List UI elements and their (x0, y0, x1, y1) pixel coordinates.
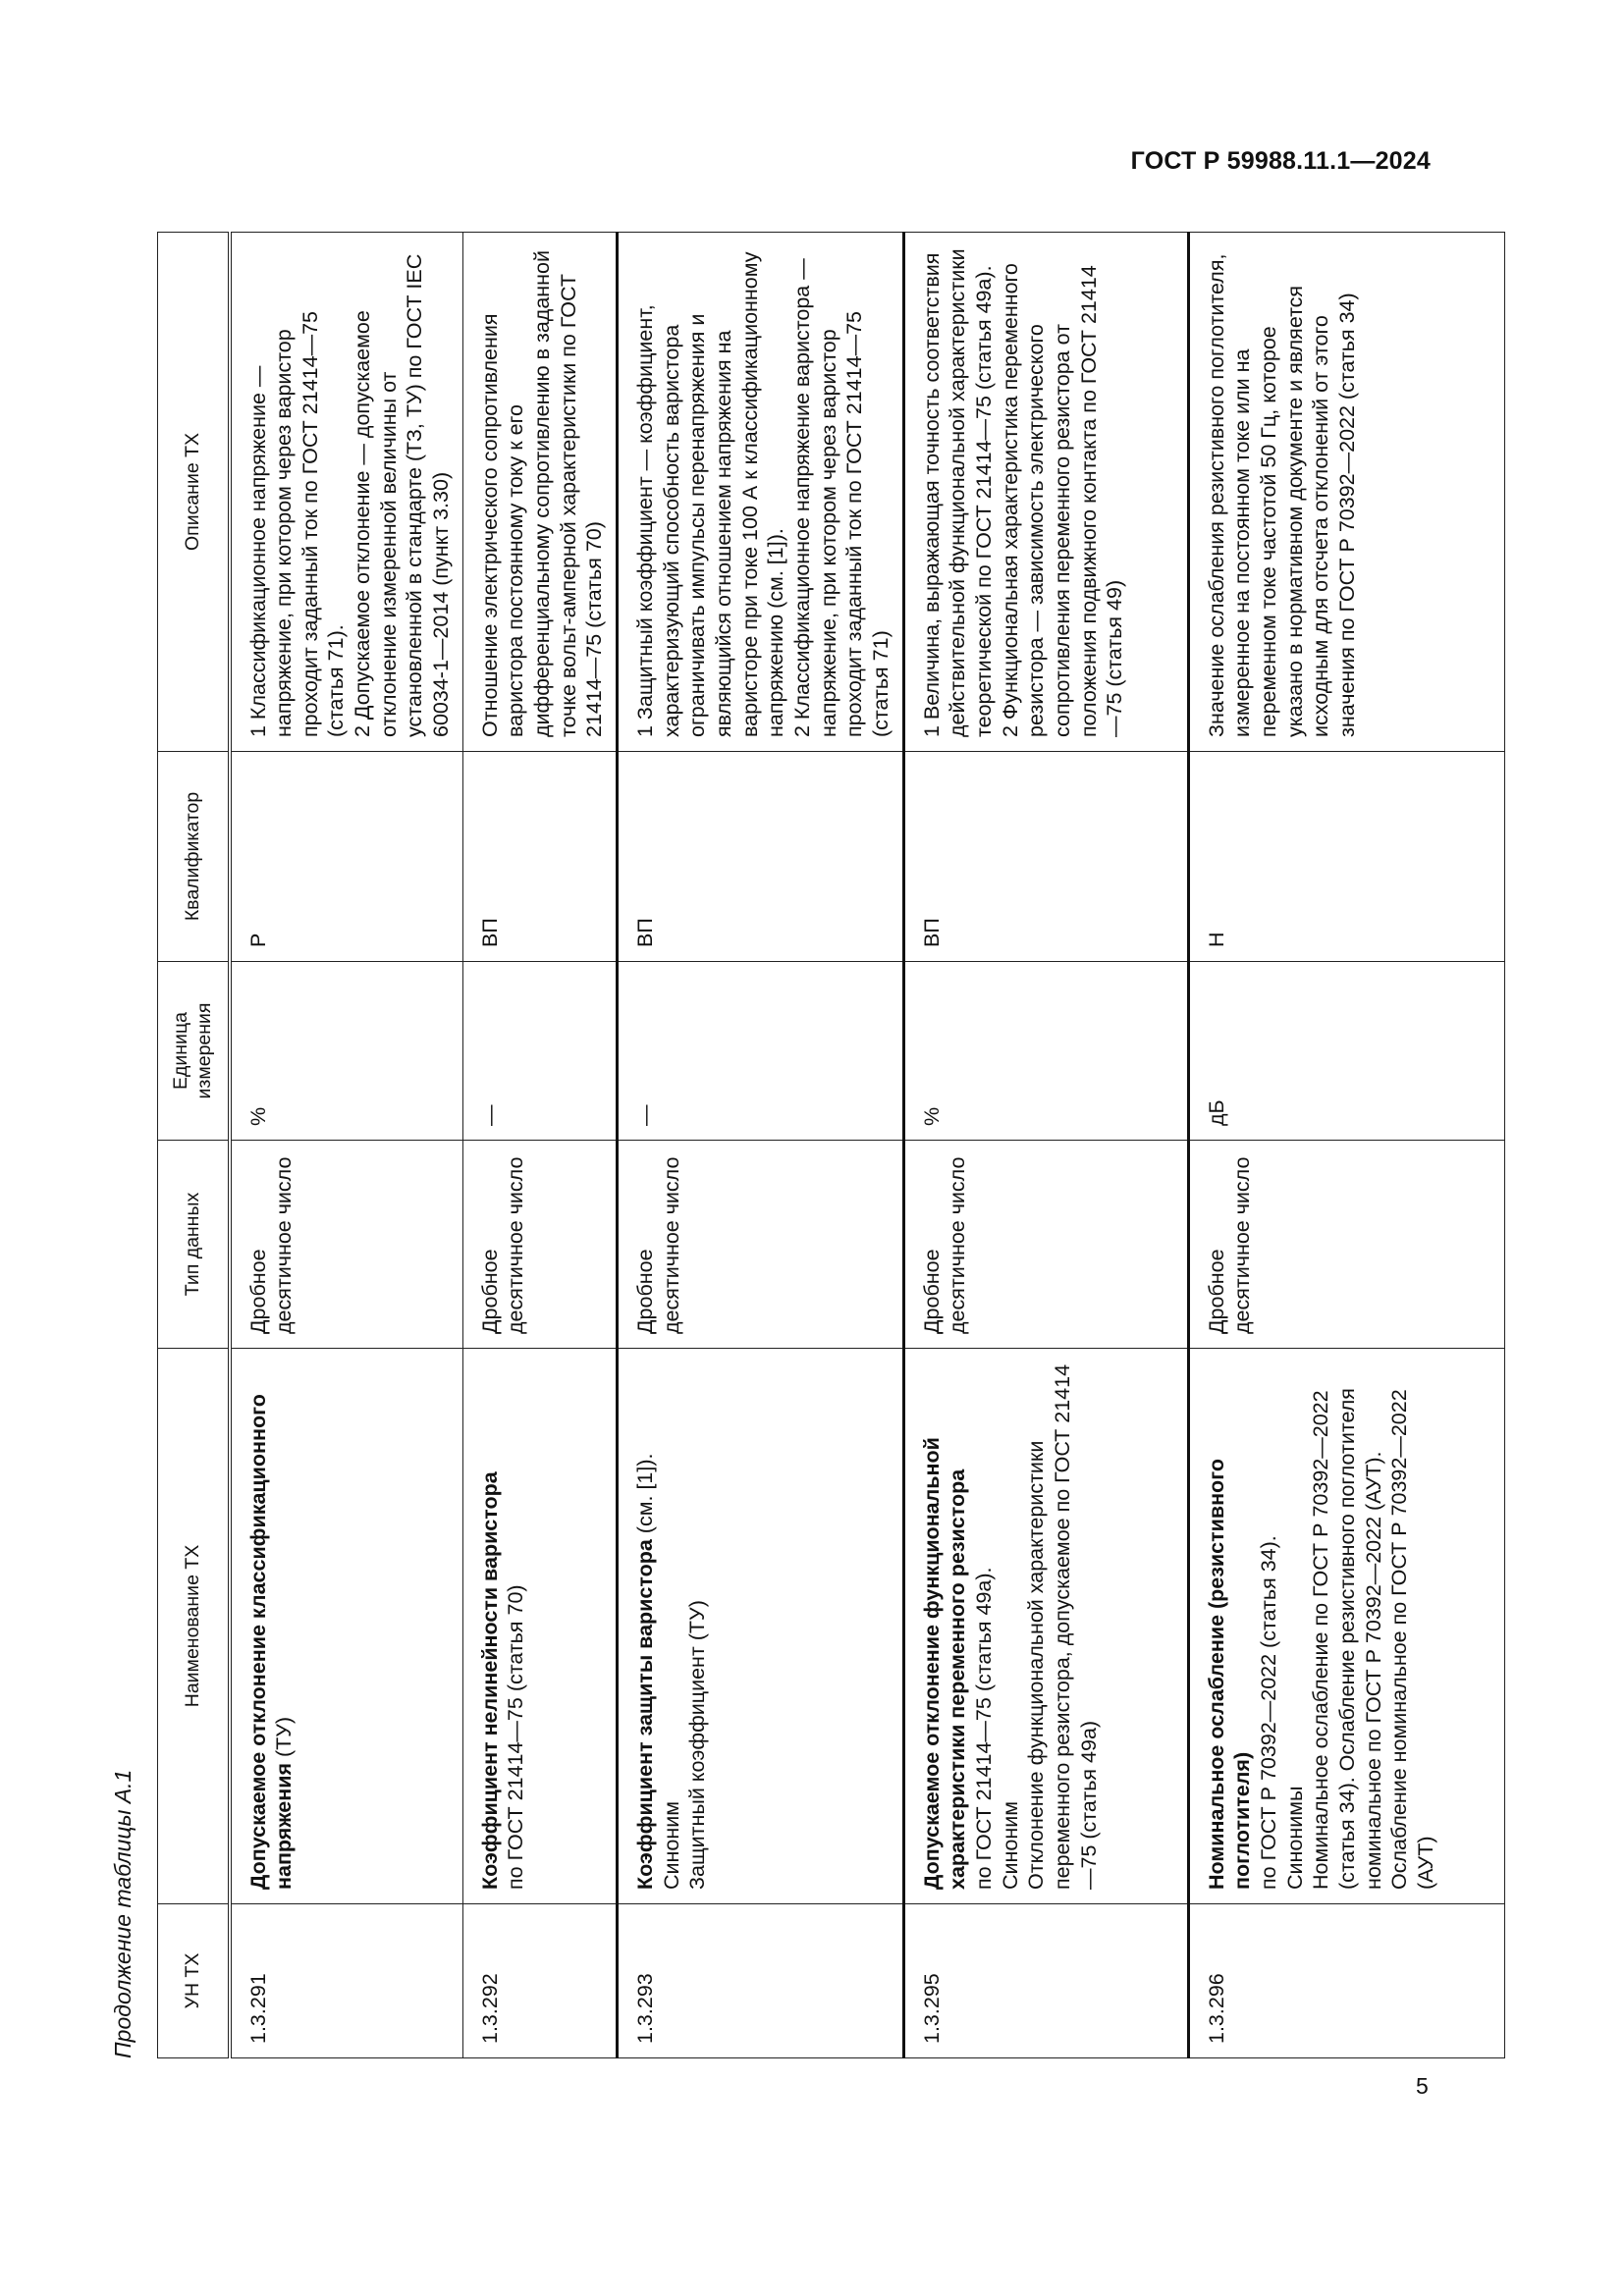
row-unit: дБ (1188, 962, 1504, 1141)
description-paragraph: Отношение электрического сопротивления варистора постоянному току к его дифференциальному сопротивлению в заданной точке вольт-амперной характеристики по ГОСТ 21414—75 (статья 70) (477, 249, 607, 737)
rotated-table-area (110, 134, 1538, 2058)
description-paragraph: 1 Классификационное напряжение — напряжение, при котором через варистор проходит заданный ток по ГОСТ 21414—75 (статья 71). (245, 311, 349, 737)
row-unit: — (462, 962, 617, 1141)
row-name-source: по ГОСТ 21414—75 (статья 49а). (971, 1567, 996, 1890)
row-datatype: Дробное десятичное число (230, 1141, 463, 1349)
row-code: 1.3.295 (903, 1904, 1188, 2058)
row-name-term: Допускаемое отклонение классификационного напряжения (245, 1394, 297, 1890)
table-row (230, 233, 463, 2058)
description-paragraph: 2 Функциональная характеристика переменного резистора — зависимость электрического сопротивления переменного резистора от положения подвижного контакта по ГОСТ 21414—75 (статья 49) (998, 263, 1127, 737)
row-name (230, 1349, 463, 1904)
row-synonym-label: Синоним (659, 1800, 683, 1890)
row-datatype: Дробное десятичное число (903, 1141, 1188, 1349)
col-header-unit: Единица измерения (158, 962, 230, 1141)
row-description (1188, 233, 1504, 752)
col-header-description: Описание ТХ (158, 233, 230, 752)
row-synonym: Номинальное ослабление по ГОСТ Р 70392—2022 (статья 34). Ослабление резистивного поглотителя номинальное по ГОСТ Р 70392—2022 (АУТ). Ослабление номинальное по ГОСТ Р 70392—2022 (АУТ) (1309, 1388, 1437, 1890)
characteristics-table (157, 232, 1505, 2058)
row-qualifier: ВП (462, 752, 617, 962)
row-datatype: Дробное десятичное число (462, 1141, 617, 1349)
table-row (618, 233, 904, 2058)
col-header-datatype: Тип данных (158, 1141, 230, 1349)
row-datatype: Дробное десятичное число (1188, 1141, 1504, 1349)
table-caption: Продолжение таблицы А.1 (110, 1769, 135, 2058)
row-unit: — (618, 962, 904, 1141)
row-name-source: по ГОСТ 21414—75 (статья 70) (504, 1584, 528, 1890)
row-synonym: Защитный коэффициент (ТУ) (685, 1600, 710, 1890)
table-row (903, 233, 1188, 2058)
row-unit: % (230, 962, 463, 1141)
row-name (903, 1349, 1188, 1904)
row-synonym: Отклонение функциональной характеристики переменного резистора, допускаемое по ГОСТ 21414—75 (статья 49а) (1024, 1363, 1101, 1890)
row-name-source: по ГОСТ Р 70392—2022 (статья 34). (1256, 1535, 1280, 1890)
row-synonym-label: Синоним (998, 1800, 1022, 1890)
row-name-term: Допускаемое отклонение функциональной характеристики переменного резистора (919, 1437, 970, 1890)
col-header-code: УН ТХ (158, 1904, 230, 2058)
row-name (1188, 1349, 1504, 1904)
table-header-row (158, 233, 230, 2058)
row-name-term: Номинальное ослабление (резистивного поглотителя) (1204, 1459, 1255, 1890)
row-code: 1.3.292 (462, 1904, 617, 2058)
description-paragraph: 2 Классификационное напряжение варистора — напряжение, при котором через варистор проходит заданный ток по ГОСТ 21414—75 (статья 71) (789, 258, 893, 737)
description-paragraph: 2 Допускаемое отклонение — допускаемое отклонение измеренной величины от установленной в стандарте (ТЗ, ТУ) по ГОСТ IEC 60034-1—2014 (пункт 3.30) (351, 253, 454, 737)
row-qualifier: ВП (618, 752, 904, 962)
row-name (462, 1349, 617, 1904)
page-number: 5 (1416, 2073, 1429, 2099)
row-name (618, 1349, 904, 1904)
row-code: 1.3.291 (230, 1904, 463, 2058)
row-name-term: Коэффициент защиты варистора (633, 1539, 658, 1890)
row-description (230, 233, 463, 752)
row-name-source: (ТУ) (272, 1716, 297, 1763)
table-row (1188, 233, 1504, 2058)
row-description (618, 233, 904, 752)
row-qualifier: Р (230, 752, 463, 962)
row-qualifier: Н (1188, 752, 1504, 962)
standard-header: ГОСТ Р 59988.11.1—2024 (1130, 147, 1431, 175)
col-header-name: Наименование ТХ (158, 1349, 230, 1904)
description-paragraph: 1 Защитный коэффициент — коэффициент, характеризующий способность варистора ограничивать импульсы перенапряжения и являющийся отношением напряжения на варисторе при токе 100 А к классификационному напряжению (см. [1]). (633, 251, 788, 737)
description-paragraph: Значение ослабления резистивного поглотителя, измеренное на постоянном токе или на переменном токе частотой 50 Гц, которое указано в нормативном документе и является исходным для отсчета отклонений от этого значения по ГОСТ Р 70392—2022 (статья 34) (1204, 253, 1359, 737)
row-description (462, 233, 617, 752)
row-name-term: Коэффициент нелинейности варистора (477, 1471, 502, 1890)
row-code: 1.3.296 (1188, 1904, 1504, 2058)
table-row (462, 233, 617, 2058)
row-qualifier: ВП (903, 752, 1188, 962)
row-description (903, 233, 1188, 752)
row-code: 1.3.293 (618, 1904, 904, 2058)
description-paragraph: 1 Величина, выражающая точность соответствия действительной функциональной характеристики теоретической по ГОСТ 21414—75 (статья 49а). (919, 248, 996, 737)
row-synonym-label: Синонимы (1282, 1786, 1307, 1890)
row-unit: % (903, 962, 1188, 1141)
row-datatype: Дробное десятичное число (618, 1141, 904, 1349)
row-name-source: (см. [1]). (633, 1453, 658, 1540)
col-header-qualifier: Квалификатор (158, 752, 230, 962)
